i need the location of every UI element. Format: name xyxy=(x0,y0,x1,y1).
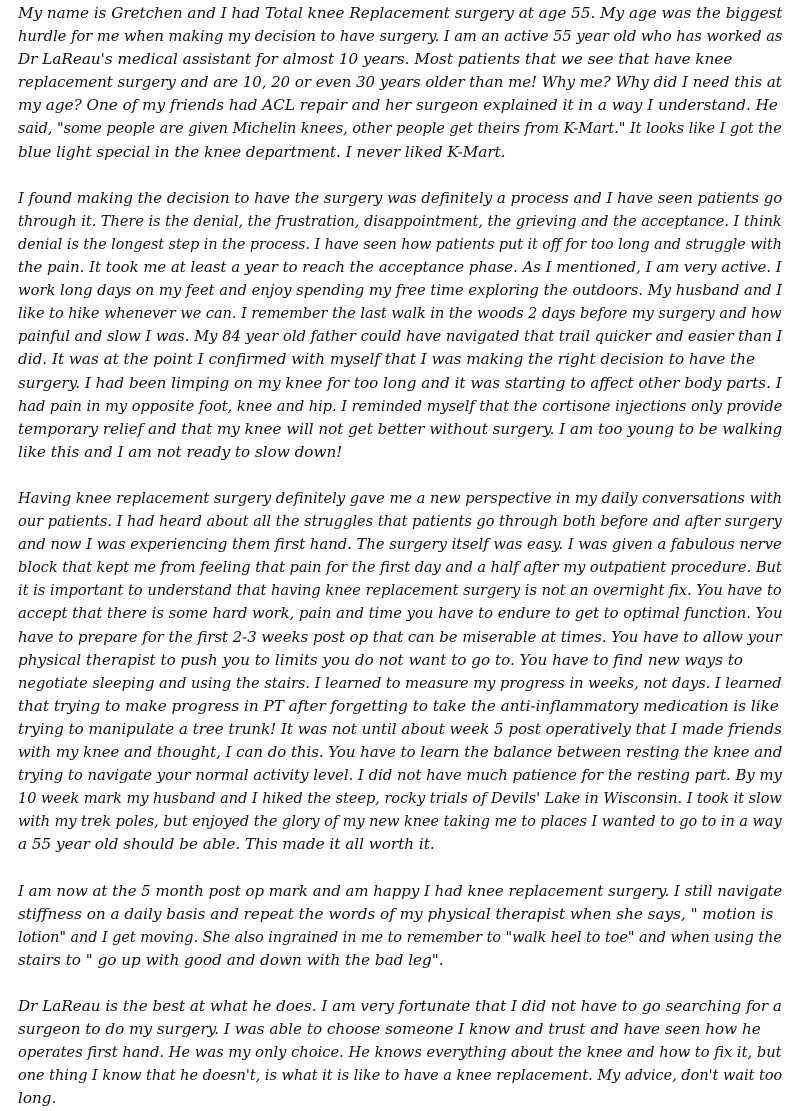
text-line: replacement surgery and are 10, 20 or even 30 years older than me! Why me? Why did I need this at xyxy=(18,73,782,92)
text-line: blue light special in the knee department. I never liked K-Mart. xyxy=(18,142,506,161)
text-line: long. xyxy=(18,1089,57,1108)
paragraph-perspective xyxy=(18,487,782,857)
text-line: the pain. It took me at least a year to reach the acceptance phase. As I mentioned, I am very active. I xyxy=(18,258,782,277)
text-line: work long days on my feet and enjoy spending my free time exploring the outdoors. My husband and I xyxy=(18,281,783,300)
text-line: My name is Gretchen and I had Total knee Replacement surgery at age 55. My age was the biggest xyxy=(18,4,783,22)
text-line: I am now at the 5 month post op mark and am happy I had knee replacement surgery. I still navigate xyxy=(18,881,783,900)
text-line: our patients. I had heard about all the struggles that patients go through both before and after surgery xyxy=(18,512,782,531)
text-line: surgery. I had been limping on my knee for too long and it was starting to affect other body parts. I xyxy=(18,373,782,392)
text-line: stairs to " go up with good and down with the bad leg". xyxy=(18,950,444,969)
text-line: physical therapist to push you to limits you do not want to go to. You have to find new ways to xyxy=(18,650,743,669)
text-line: and now I was experiencing them first hand. The surgery itself was easy. I was given a fabulous nerve xyxy=(18,535,782,554)
text-line: had pain in my opposite foot, knee and hip. I reminded myself that the cortisone injections only provide xyxy=(18,396,783,415)
text-line: negotiate sleeping and using the stairs. I learned to measure my progress in weeks, not days. I learned xyxy=(18,673,782,692)
text-line: I found making the decision to have the surgery was definitely a process and I have seen patients go xyxy=(18,188,783,207)
text-line: did. It was at the point I confirmed with myself that I was making the right decision to have the xyxy=(18,350,756,369)
text-line: 10 week mark my husband and I hiked the steep, rocky trials of Devils' Lake in Wisconsin. I took it slow xyxy=(18,789,782,808)
text-line: hurdle for me when making my decision to have surgery. I am an active 55 year old who has worked as xyxy=(18,27,783,46)
text-line: Dr LaReau's medical assistant for almost 10 years. Most patients that we see that have knee xyxy=(18,50,733,69)
text-line: have to prepare for the first 2-3 weeks post op that can be miserable at times. You have to allow your xyxy=(18,627,782,646)
text-line: stiffness on a daily basis and repeat the words of my physical therapist when she says, " motion is xyxy=(18,904,774,923)
text-line: Dr LaReau is the best at what he does. I am very fortunate that I did not have to go searching for a xyxy=(18,997,782,1016)
text-line: accept that there is some hard work, pain and time you have to endure to get to optimal function. You xyxy=(18,604,783,623)
text-line: trying to manipulate a tree trunk! It was not until about week 5 post operatively that I made friends xyxy=(18,719,782,738)
text-line: through it. There is the denial, the frustration, disappointment, the grieving and the acceptance. I think xyxy=(18,211,782,230)
text-line: painful and slow I was. My 84 year old father could have navigated that trail quicker and easier than I xyxy=(18,327,783,346)
paragraph-intro xyxy=(18,2,782,164)
text-line: like to hike whenever we can. I remember the last walk in the woods 2 days before my surgery and how xyxy=(18,304,782,323)
text-line: lotion" and I get moving. She also ingrained in me to remember to "walk heel to toe" and when using the xyxy=(18,927,782,946)
paragraph-decision xyxy=(18,187,782,464)
text-line: temporary relief and that my knee will not get better without surgery. I am too young to be walking xyxy=(18,419,783,438)
text-line: a 55 year old should be able. This made it all worth it. xyxy=(18,835,435,854)
text-line: operates first hand. He was my only choice. He knows everything about the knee and how to fix it, but xyxy=(18,1043,782,1062)
text-line: said, "some people are given Michelin knees, other people get theirs from K-Mart." It looks like I got the xyxy=(18,119,782,138)
paragraph-conclusion xyxy=(18,995,782,1110)
paragraph-progress xyxy=(18,880,782,972)
text-line: surgeon to do my surgery. I was able to choose someone I know and trust and have seen how he xyxy=(18,1020,761,1039)
text-line: one thing I know that he doesn't, is what it is like to have a knee replacement. My advice, don't wait too xyxy=(18,1066,783,1085)
text-line: like this and I am not ready to slow down! xyxy=(18,442,343,461)
text-line: with my trek poles, but enjoyed the glory of my new knee taking me to places I wanted to go to in a way xyxy=(18,812,782,831)
text-line: that trying to make progress in PT after forgetting to take the anti-inflammatory medication is like xyxy=(18,696,779,715)
text-line: Having knee replacement surgery definitely gave me a new perspective in my daily conversations with xyxy=(18,488,783,507)
text-line: it is important to understand that having knee replacement surgery is not an overnight fix. You have to xyxy=(18,581,782,600)
text-line: denial is the longest step in the process. I have seen how patients put it off for too long and struggle with xyxy=(18,234,782,253)
text-line: my age? One of my friends had ACL repair and her surgeon explained it in a way I understand. He xyxy=(18,96,778,115)
text-line: with my knee and thought, I can do this. You have to learn the balance between resting the knee and xyxy=(18,743,783,761)
text-line: block that kept me from feeling that pain for the first day and a half after my outpatient procedure. But xyxy=(18,558,782,577)
text-line: trying to navigate your normal activity level. I did not have much patience for the resting part. By my xyxy=(18,766,782,785)
